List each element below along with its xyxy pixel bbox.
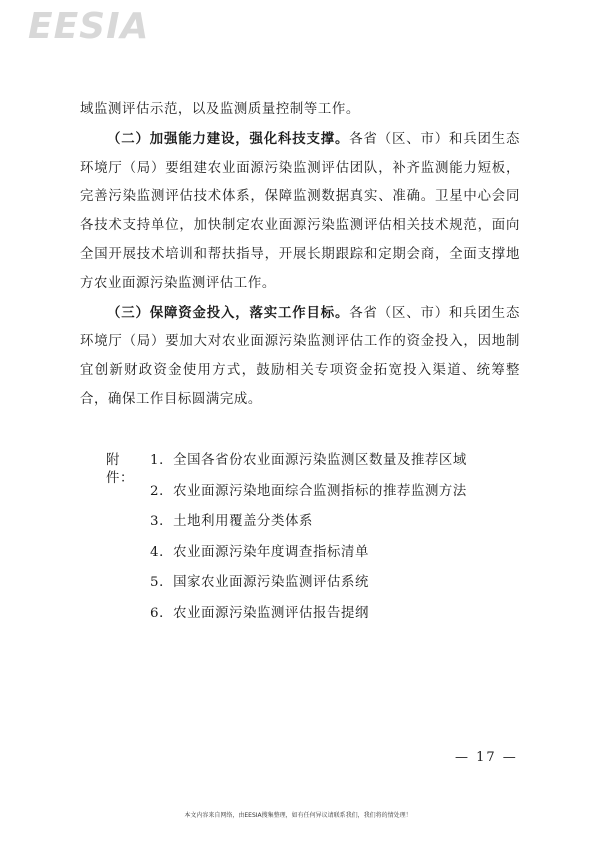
attachments-label: 附件： (106, 453, 134, 486)
paragraph-capacity-building (80, 125, 520, 299)
paragraph-funding (80, 299, 520, 415)
section-heading-2: （二）加强能力建设，强化科技支撑。 (107, 130, 350, 147)
attachment-item-4: 4．农业面源污染年度调查指标清单 (150, 544, 369, 560)
attachment-item-6: 6．农业面源污染监测评估报告提纲 (150, 605, 369, 621)
paragraph-text-2: 各省（区、市）和兵团生态环境厅（局）要组建农业面源污染监测评估团队，补齐监测能力短板，完善污染监测评估技术体系，保障监测数据真实、准确。卫星中心会同各技术支持单位，加快制定农业面源污染监测评估相关技术规范，面向全国开展技术培训和帮扶指导，开展长期跟踪和定期会商，全面支撑地方农业面源污染监测评估工作。 (80, 131, 521, 291)
eesia-logo: EESIA (28, 6, 150, 47)
footer-disclaimer: 本文内容来自网络，由EESIA搜集整理，如有任何异议请联系我们，我们将的情处理！ (184, 812, 412, 819)
page-number: — 17 — (455, 750, 518, 765)
paragraph-text-3: 各省（区、市）和兵团生态环境厅（局）要加大对农业面源污染监测评估工作的资金投入，因地制宜创新财政资金使用方式，鼓励相关专项资金拓宽投入渠道、统筹整合，确保工作目标圆满完成。 (80, 305, 521, 407)
paragraph-continuation: 域监测评估示范，以及监测质量控制等工作。 (80, 102, 360, 117)
attachment-item-2: 2．农业面源污染地面综合监测指标的推荐监测方法 (150, 483, 467, 499)
attachment-item-5: 5．国家农业面源污染监测评估系统 (150, 575, 369, 591)
section-heading-3: （三）保障资金投入，落实工作目标。 (107, 304, 350, 321)
attachment-item-3: 3．土地利用覆盖分类体系 (150, 514, 314, 530)
attachment-item-1: 1．全国各省份农业面源污染监测区数量及推荐区域 (150, 453, 467, 468)
document-body (80, 96, 520, 415)
